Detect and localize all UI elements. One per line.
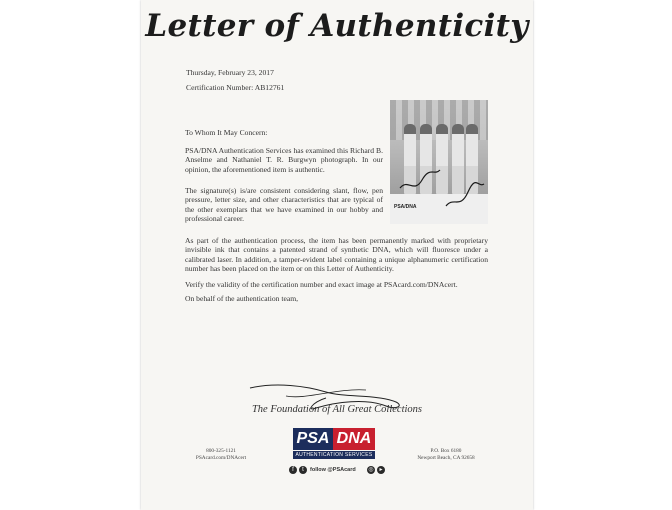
photo-label-code: PSA/DNA: [394, 204, 417, 210]
logo-subtitle: AUTHENTICATION SERVICES: [293, 451, 375, 459]
contact-phone: 800-325-1121: [206, 448, 236, 454]
contact-left: [191, 448, 251, 462]
contact-city: Newport Beach, CA 92658: [417, 455, 475, 461]
paragraph-closing: On behalf of the authentication team,: [185, 294, 299, 303]
psa-dna-logo: [293, 428, 377, 461]
salutation: To Whom It May Concern:: [185, 128, 268, 137]
paragraph-signatures: The signature(s) is/are consistent considering slant, flow, pen pressure, letter size, and other characteristics that are typical of the other exemplars that we have examined in our hobby and professional career.: [185, 186, 383, 224]
facebook-icon[interactable]: f: [289, 466, 297, 474]
letter-title: Letter of Authenticity: [145, 8, 529, 44]
certification-number: Certification Number: AB12761: [186, 83, 285, 92]
letter-page: [141, 0, 533, 510]
contact-right: [406, 448, 486, 462]
logo-dna: DNA: [333, 428, 375, 450]
paragraph-process: As part of the authentication process, the item has been permanently marked with proprietary invisible ink that contains a patented strand of synthetic DNA, which will fluoresce under a calibrated laser. In addition, a tamper-evident label containing a unique alphanumeric certification number has been placed on the item or on this Letter of Authenticity.: [185, 236, 488, 274]
paragraph-examined: PSA/DNA Authentication Services has examined this Richard B. Anselme and Nathaniel T. R. Burgwyn photograph. In our opinion, the aforementioned item is authentic.: [185, 146, 383, 174]
social-follow-text: follow @PSAcard: [310, 467, 356, 473]
social-links: [289, 466, 385, 476]
footer-tagline: The Foundation of All Great Collections: [251, 404, 423, 415]
contact-po-box: P.O. Box 6180: [430, 448, 462, 454]
contact-website: PSAcard.com/DNAcert: [195, 455, 247, 461]
logo-psa: PSA: [293, 428, 333, 450]
photo-signatures: [390, 100, 488, 224]
instagram-icon[interactable]: ◎: [368, 467, 374, 473]
paragraph-verify: Verify the validity of the certification number and exact image at PSAcard.com/DNAcert.: [185, 280, 458, 289]
letter-date: Thursday, February 23, 2017: [186, 68, 274, 77]
twitter-icon[interactable]: t: [299, 466, 307, 474]
authenticated-photo: [390, 100, 488, 224]
youtube-icon[interactable]: ▸: [377, 466, 385, 474]
